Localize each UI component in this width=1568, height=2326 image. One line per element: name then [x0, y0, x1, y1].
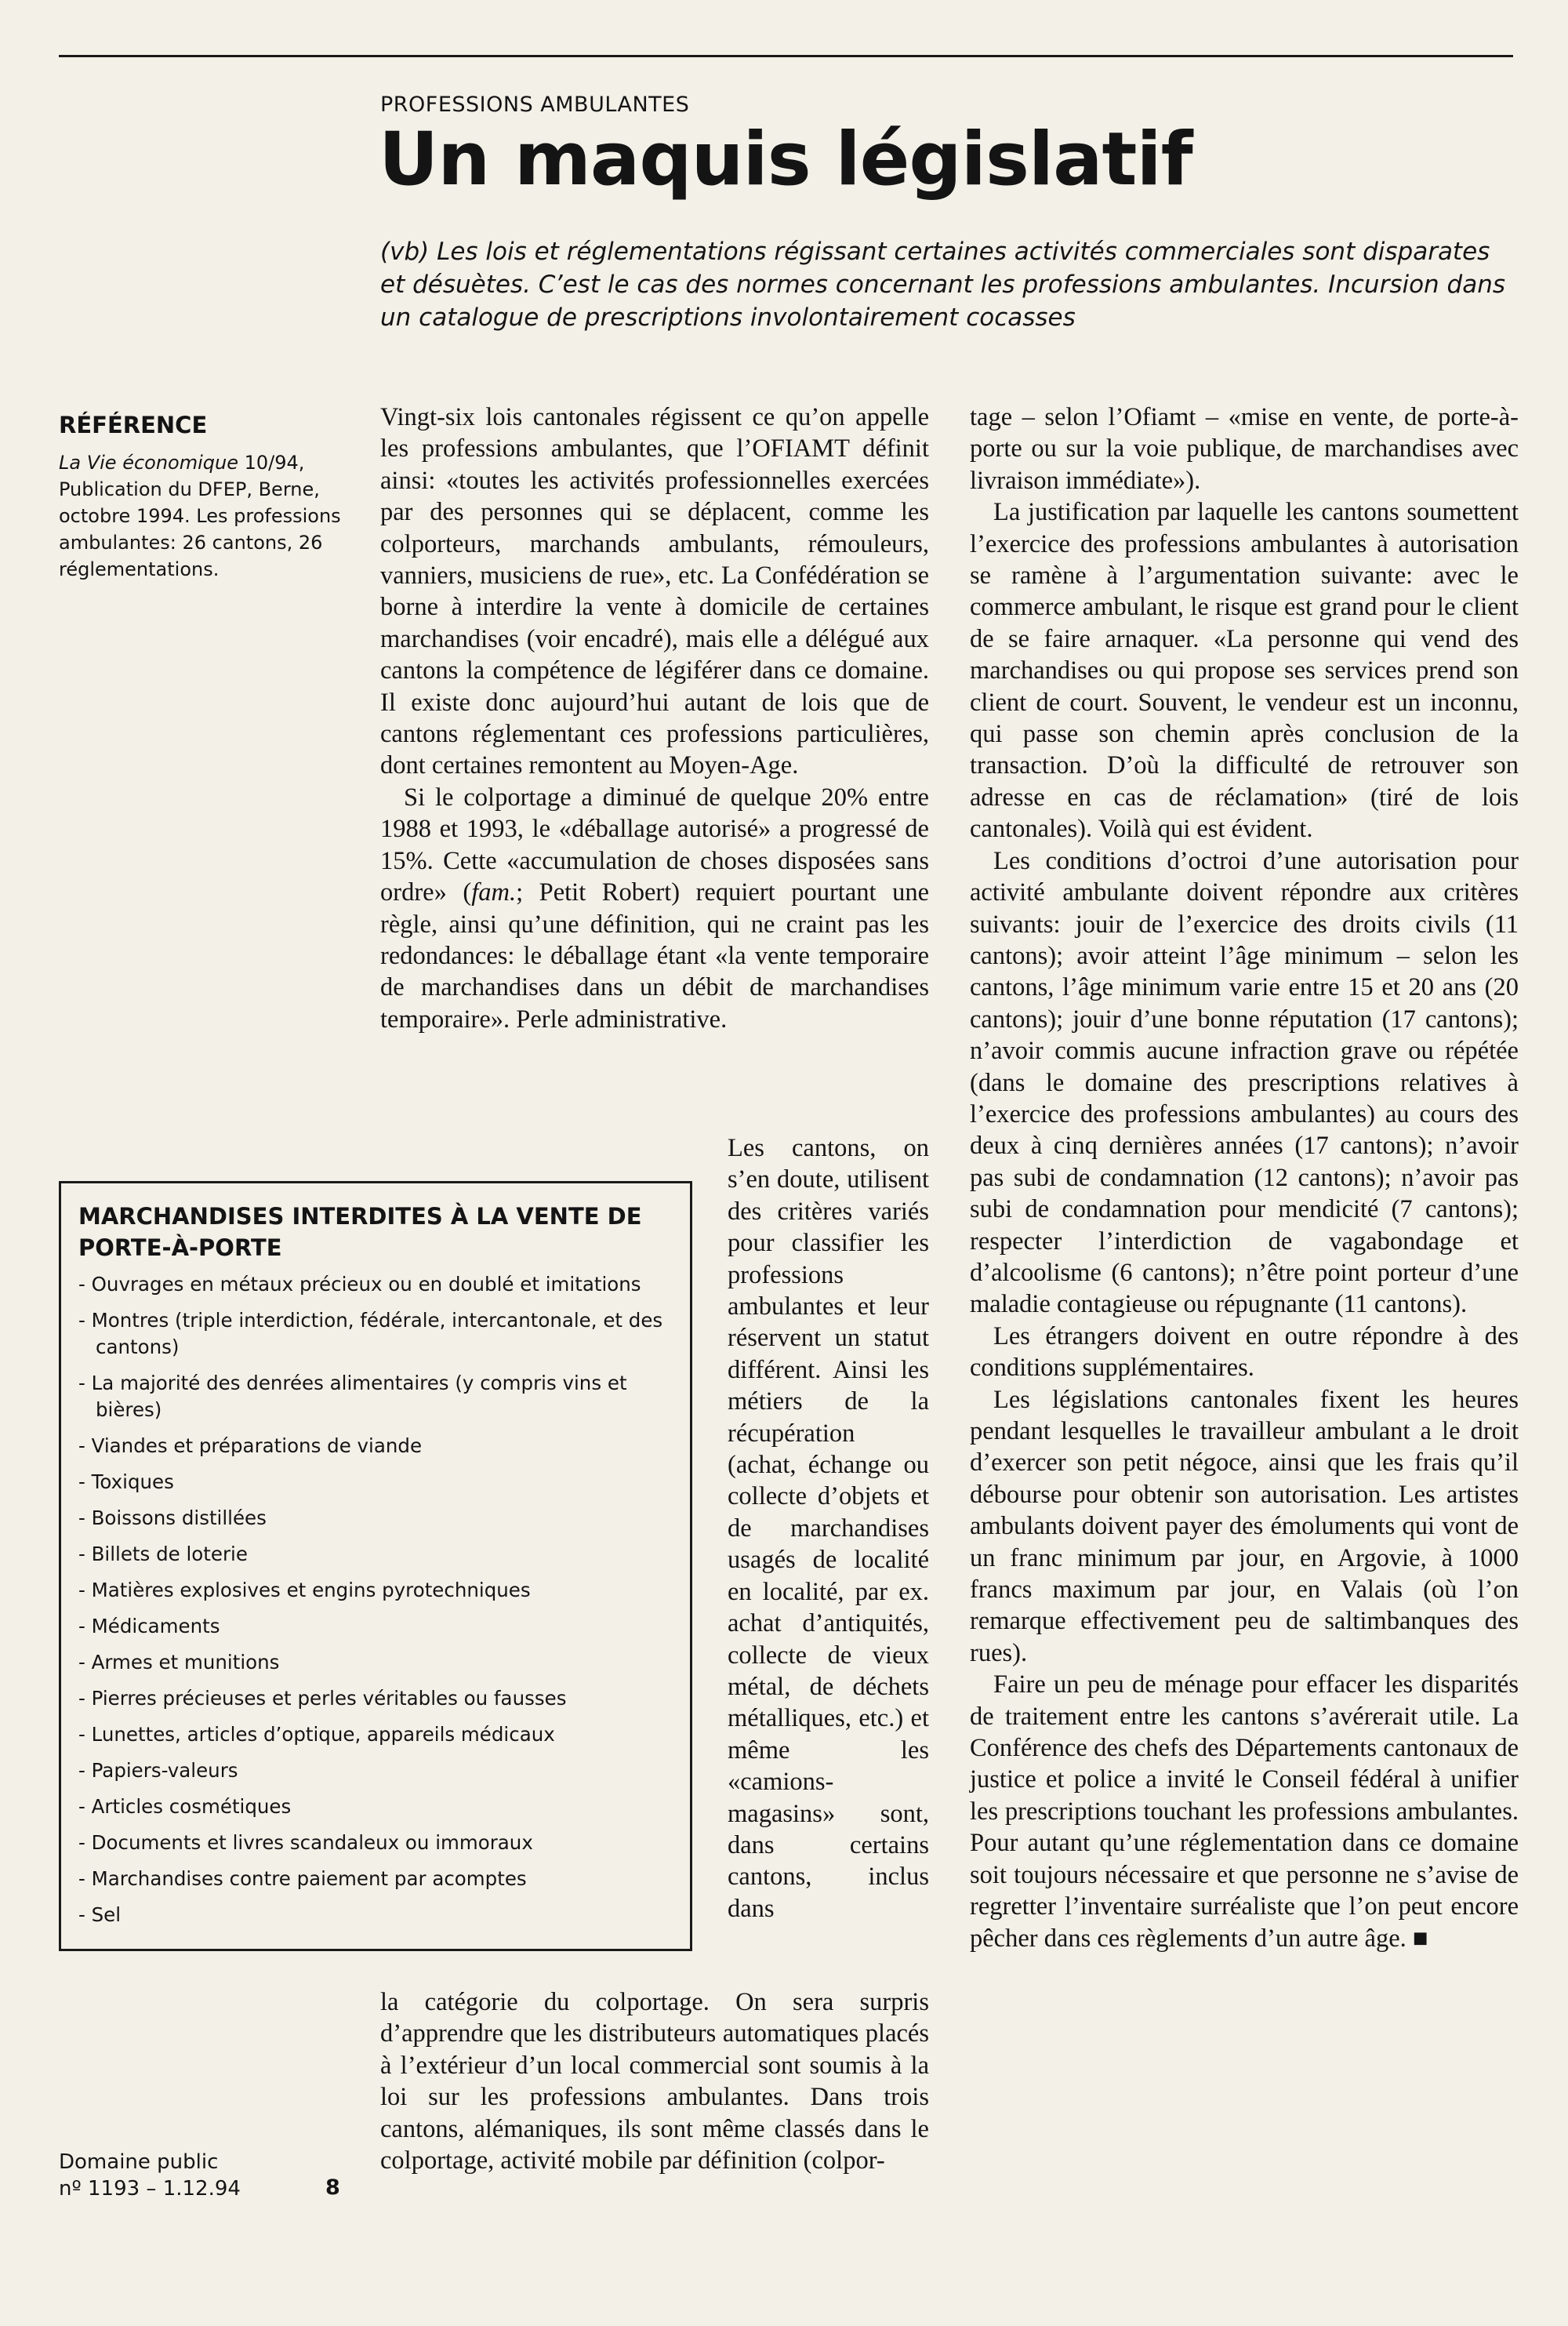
forbidden-goods-list	[78, 1271, 673, 1928]
list-item: - Médicaments	[78, 1615, 220, 1637]
list-item: - Lunettes, articles d’optique, appareils médicaux	[78, 1723, 555, 1746]
top-rule	[59, 55, 1513, 57]
list-item: - Toxiques	[78, 1470, 174, 1493]
end-mark: ■	[1412, 1924, 1428, 1953]
paragraph: Les étrangers doivent en outre répondre à des conditions supplémentaires.	[970, 1321, 1519, 1383]
article-column-1	[380, 402, 929, 1035]
list-item: - Ouvrages en métaux précieux ou en doublé et imitations	[78, 1273, 641, 1296]
paragraph-continued: la catégorie du colportage. On sera surpris d’apprendre que les distributeurs automatiques placés à l’extérieur d’un local commercial sont soumis à la loi sur les professions ambulantes. Dans trois cantons, alémaniques, ils sont même classés dans le colportage, activité mobile par définition (colpor-	[380, 1988, 929, 2175]
page-number: 8	[325, 2175, 340, 2200]
list-item: - Articles cosmétiques	[78, 1795, 292, 1818]
reference-source-title: La Vie économique	[59, 452, 238, 474]
paragraph-part: ; Petit Robert) requiert pourtant une règle, ainsi qu’une définition, qui ne craint pas les redondances: le déballage étant «la vente temporaire de marchandises dans un débit de marchandises temporaire». Perle administrative.	[380, 878, 929, 1034]
list-item: - Matières explosives et engins pyrotechniques	[78, 1579, 531, 1601]
list-item: - Armes et munitions	[78, 1651, 280, 1674]
list-item: - Documents et livres scandaleux ou immoraux	[78, 1831, 533, 1854]
paragraph: tage – selon l’Ofiamt – «mise en vente, de porte-à-porte ou sur la voie publique, de marchandises avec livraison immédiate»).	[970, 403, 1519, 495]
reference-heading: RÉFÉRENCE	[59, 412, 208, 438]
list-item: - La majorité des denrées alimentaires (y compris vins et bières)	[78, 1372, 627, 1421]
section-rubric: PROFESSIONS AMBULANTES	[380, 93, 690, 117]
list-item: - Pierres précieuses et perles véritables ou fausses	[78, 1687, 567, 1710]
reference-sidebar	[59, 412, 341, 583]
article-lead: (vb) Les lois et réglementations régissant certaines activités commerciales sont disparates et désuètes. C’est le cas des normes concernant les professions ambulantes. Incursion dans un catalogue de prescriptions involontairement cocasses	[380, 238, 1506, 332]
paragraph	[380, 782, 929, 1035]
list-item: - Viandes et préparations de viande	[78, 1434, 423, 1457]
paragraph-text: Faire un peu de ménage pour effacer les disparités de traitement entre les cantons s’avérerait utile. La Conférence des chefs des Départements cantonaux de justice et police a invité le Conseil fédéral à unifier les prescriptions touchant les professions ambulantes. Pour autant qu’une réglementation dans ce domaine soit toujours nécessaire et que personne ne s’avise de regretter l’inventaire surréaliste que l’on peut encore pêcher dans ces règlements d’un autre âge.	[970, 1670, 1519, 1953]
paragraph	[970, 1669, 1519, 1954]
footer-publication	[59, 2149, 241, 2202]
forbidden-goods-box	[59, 1181, 692, 1951]
reference-source-details: 10/94, Publication du DFEP, Berne, octobre 1994. Les professions ambulantes: 26 cantons, 26 réglementations.	[59, 452, 341, 580]
list-item: - Sel	[78, 1903, 122, 1926]
paragraph-italic: fam.	[471, 878, 517, 907]
list-item: - Papiers-valeurs	[78, 1759, 238, 1782]
article-title: Un maquis législatif	[379, 117, 1192, 202]
paragraph-part: Si le colportage a diminué de quelque 20% entre 1988 et 1993, le «déballage autorisé» a progressé de 15%. Cette «accumulation de choses disposées sans ordre» (	[380, 783, 929, 907]
list-item: - Boissons distillées	[78, 1506, 267, 1529]
box-heading: MARCHANDISES INTERDITES À LA VENTE DE PORTE-À-PORTE	[78, 1203, 642, 1261]
list-item: - Montres (triple interdiction, fédérale, intercantonale, et des cantons)	[78, 1309, 663, 1358]
paragraph: La justification par laquelle les cantons soumettent l’exercice des professions ambulantes à autorisation se ramène à l’argumentation suivante: avec le commerce ambulant, le risque est grand pour le client de se faire arnaquer. «La personne qui vend des marchandises ou qui propose ses services prend son client de court. Souvent, le vendeur est un inconnu, qui passe son chemin après conclusion de la transaction. D’où la difficulté de retrouver son adresse en cas de réclamation» (tiré de lois cantonales). Voilà qui est évident.	[970, 498, 1519, 844]
list-item: - Billets de loterie	[78, 1543, 248, 1565]
paragraph: Les conditions d’octroi d’une autorisation pour activité ambulante doivent répondre aux critères suivants: jouir de l’exercice des droits civils (11 cantons); avoir atteint l’âge minimum – selon les cantons, l’âge minimum varie entre 15 et 20 ans (20 cantons); jouir d’une bonne réputation (17 cantons); n’avoir commis aucune infraction grave ou répétée (dans le domaine des prescriptions relatives à l’exercice des professions ambulantes) au cours des deux à cinq dernières années (17 cantons); n’avoir pas subi de condamnation (12 cantons); n’avoir pas subi de condamnation pour mendicité (7 cantons); respecter l’interdiction de vagabondage et d’alcoolisme (6 cantons); n’être point porteur d’une maladie contagieuse ou répugnante (11 cantons).	[970, 846, 1519, 1319]
paragraph: Les législations cantonales fixent les heures pendant lesquelles le travailleur ambulant a le droit d’exercer son petit négoce, ainsi que les frais qu’il débourse pour obtenir son autorisation. Les artistes ambulants doivent payer des émoluments qui vont de un franc minimum par jour, en Argovie, à 1000 francs maximum par jour, en Valais (où l’on remarque effectivement peu de saltimbanques des rues).	[970, 1385, 1519, 1667]
article-column-2	[970, 402, 1519, 1954]
article-column-1-bottom	[380, 1986, 929, 2176]
reference-text	[59, 449, 341, 583]
paragraph: Vingt-six lois cantonales régissent ce qu’on appelle les professions ambulantes, que l’OFIAMT définit ainsi: «toutes les activités professionnelles exercées par des personnes qui se déplacent, comme les colporteurs, marchands ambulants, rémouleurs, vanniers, musiciens de rue», etc. La Confédération se borne à interdire la vente à domicile de certaines marchandises (voir encadré), mais elle a délégué aux cantons la compétence de légiférer dans ce domaine. Il existe donc aujourd’hui autant de lois que de cantons réglementant ces professions particulières, dont certaines remontent au Moyen-Age.	[380, 403, 929, 780]
paragraph-beside-box: Les cantons, on s’en doute, utilisent des critères variés pour classifier les professions ambulantes et leur réservent un statut différent. Ainsi les métiers de la récupération (achat, échange ou collecte d’objets et de marchandises usagés de localité en localité, par ex. achat d’antiquités, collecte de vieux métal, de déchets métalliques, etc.) et même les «camions-magasins» sont, dans certains cantons, inclus dans	[728, 1134, 929, 1923]
issue-info: nº 1193 – 1.12.94	[59, 2177, 241, 2201]
list-item: - Marchandises contre paiement par acomptes	[78, 1867, 527, 1890]
publication-name: Domaine public	[59, 2150, 219, 2174]
